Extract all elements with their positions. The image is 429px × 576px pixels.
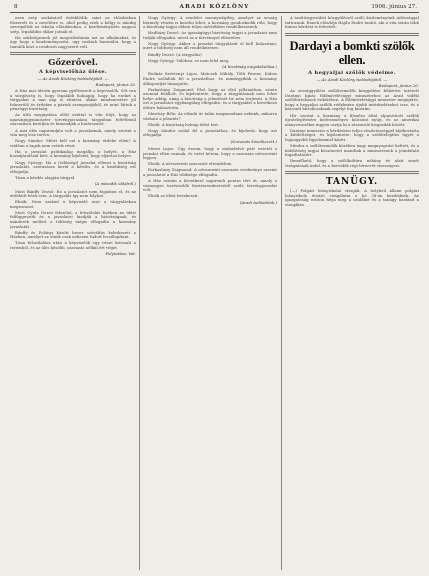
column-left: [10, 16, 136, 570]
paragraph: ezen szép szokásáról érdeklődik, mint az előadásban főszerelt és a nevelésre is, ahol pedig ezek a hölgy is mindig szerepeltek az iskolai előadásokon, a kezdeményezés nagyon szép, legalábbis ekkor jutnak el.: [10, 16, 136, 34]
paragraph: (—) Polgári leányiskolai vizsgák. A helybeli állami polgári leányiskola évzáró vizsgálatai e hó 28-án kezdődnek. Az igazgatóság ezúton hívja meg a szülőket és a tanügy barátait a vizsgákra.: [285, 188, 419, 207]
paragraph: Most Gyula Dezső felszólal, a felszólalás fejében az ülést felfüggesztik és a javaslatot kiadják a bizottságnak, és mindezek mellett a többség mégis elfogadta a kormány javaslatát.: [10, 209, 136, 229]
paragraph: Elnök: A bizottság holnap ülést tart.: [148, 121, 220, 127]
paragraph: Mezőssy Béla: Az előadó úr talán megmondaná nekünk, mikorra várható a jelentés?: [143, 111, 277, 121]
paragraph: Nagy György: Ha a (többségi) javaslat ellenzi a bizottság javaslatát, szavazásra kerül a kérdés, és a kisebbség ezt elfogadja.: [10, 159, 136, 174]
dateline: Budapest, június 26.: [378, 82, 419, 88]
column-right: [285, 16, 419, 570]
dateline: Budapest, június 26.: [95, 82, 136, 88]
page-header: [10, 3, 419, 13]
paragraph: Farkasházy Zsigmond: A névszerinti szavazás eredménye szerint a javaslatot a Ház többsége elfogadta.: [143, 167, 277, 177]
paragraph: Hír szerint a kormány a filoxéra által elpusztított szőlők újratelepítésére kedvezményes kölcsönt nyújt, és az amerikai alanyvesszőket ingyen osztja ki a rászoruló kisgazdák között.: [285, 112, 419, 127]
paragraph: Az ülés megnyitása előtt ezúttal is vita folyt, hogy az igazságügyminiszter törvényjavaslata tárgyában feltétlenül szavazásra kerüljön és kimondják a határozatot.: [10, 112, 136, 127]
paragraph: Bodnár Szévtenyi Lajos, Matcsek Mihály, Tóth Ferenc, Kabos Endre szólaltak fel a javaslathoz, és mindegyikük a kormány álláspontját támogatta.: [143, 71, 277, 86]
paragraph: A mai ülés napirendjén volt a javaslatnak, amely szerint a vita meg lesz tartva.: [10, 127, 136, 138]
paragraph: Tisza a kérdés alapján tárgyal.: [15, 174, 76, 180]
paragraph: Elnök: A névszerinti szavazást elrendelem.: [148, 161, 233, 167]
column-divider: [281, 16, 282, 570]
paragraph: Hadházy Dezső: Az igazságügyi bizottság tagjai a javaslatot nem tudják elfogadni, mivel az a törvénnyel ellentétes.: [143, 30, 277, 40]
section-subtitle: A képviselőház ülése.: [38, 69, 108, 76]
paragraph: Nagy György: A rendelet mennyiségileg, amelyet az ország bármely részén is kezelni lehet, a kormány gondoskodik róla, hogy a bizottság tagjai ebben teljes mértékben rendelkezzenek.: [143, 16, 277, 30]
paragraph: Elnök: Nem szabad a képviselő urat a tárgyalásban megzavarni.: [10, 199, 136, 209]
paragraph: Farkasházy Zsigmond: Első hogy az első pillanatban, szinte azonnal felállott, és kijelentette, hogy a tárgyalásnak nem lehet helye addig, amíg a bizottság a jelentését be nem terjeszti. A Ház ezt a javaslatot egyhangúlag elfogadta, és a tárgyalást a következő ülésre halasztotta.: [143, 86, 277, 110]
paragraph: Elnök az ülést berekeszti.: [148, 193, 199, 199]
column-middle: [143, 16, 277, 570]
paper-title: ARADI KÖZLÖNY: [179, 4, 250, 10]
paragraph: Nagy György: Akkor a javaslat tárgyalását el kell halasztani, mert a többség nem áll rendelkezésre.: [143, 40, 277, 51]
paragraph: Nagy Sándor: Miért kell ezt a kormány érdeke ellen? A vitában a tagok nem vettek részt.: [10, 138, 136, 148]
section-divider: [285, 33, 419, 36]
section-note: (Szavazás következett.): [230, 138, 277, 144]
paragraph: Nagy Sándor szólal fel a javaslathoz, és kijelenti, hogy azt elfogadja.: [143, 127, 277, 138]
paragraph: Bánffy és Polónyi között heves szóváltás keletkezett a Házban, amelyet az elnök csak nehezen tudott lecsillapítani.: [10, 229, 136, 240]
paragraph: Bánffy Dezső: (A tárgyalás): [148, 51, 202, 57]
article-subtitle: A hegyaljai szőlők védelme.: [308, 69, 396, 76]
byline: — Az Aradi Közlöny tudósítójától. —: [316, 76, 388, 82]
section-title: Gőzerővel.: [48, 58, 98, 69]
section-note: (A bizottság megalakulása.): [222, 63, 277, 69]
paragraph: A tanítóegyesületi közgyűlésről szóló közleményünk Adóssággal tartozunk. Ennek előadója Hajdu Endre tanító, aki a vita során több fontos kérdést is felvetett.: [285, 16, 419, 30]
article-headline: Dardayi a bomkti szölők ellen.: [289, 38, 415, 67]
paragraph: Remélhető, hogy a szőlőkultúra néhány év alatt ismét virágzásnak indul, és a borvidék régi hírnevét visszanyeri.: [285, 158, 419, 168]
page-number: 8: [14, 4, 18, 10]
section-note: (Aradi tudósítónk.): [239, 199, 277, 205]
paragraph: Most Bánffy Dezső: Én a javaslatot nem fogadom el, és az érdekelt felek sem. A tárgyalás így nem folyhat.: [10, 188, 136, 199]
issue-date: 1906. június 27.: [371, 4, 417, 10]
paragraph: Nagy György: Valóban, ez nem felel meg.: [148, 57, 230, 63]
paragraph: A Ház mai ülésén gyorsan gyűlésezett a képviselők. Sőt van a sürgősség is, hogy legalább holnapig, hogy ha ezeket a tárgyakat a mai nap is elintézi, akkor mindenesetre jól felmerülő és érdekes a pártok szempontjából, és mint láttuk a pénzügyi bizottság.: [10, 87, 136, 112]
paragraph: Az országgyűlési szőlőtermelők közgyűlése felkérést intézett Darányi Ignác földmívelésügyi miniszterhez az Arad vidéki szőlőbirtokosok érdekében. A földmívelésügyi miniszter megígérte, hogy a hegyaljai szőlők védelmére újabb intézkedéseket tesz, és a károsult birtokosoknak segélyt fog kiutalni.: [285, 88, 419, 112]
section-note: (A második oldalról.): [94, 180, 136, 186]
paragraph: Mezei Lajos: Úgy érzem, hogy a szabadelvű párt vezetői a javaslat ellen vannak, és ezért kérem, hogy a szavazás névszerinti legyen.: [143, 146, 277, 161]
paragraph: Tisza felszólalása után a képviselők egy része kivonult a teremből, és az ülés később, szavazás nélkül ért véget.: [10, 240, 136, 250]
paragraph: Darányi miniszter a kérdésben teljes részletességgel tájékoztatta a küldöttséget, és kijelentette, hogy a szőlőtelepítés ügyét a legnagyobb figyelemmel kíséri.: [285, 127, 419, 142]
byline: — Az Aradi Közlöny tudósítójától. —: [37, 76, 109, 82]
column-divider: [139, 16, 140, 570]
paragraph: Ha a javaslat politikailag megállja a helyét, a Ház hozzájárulását kéri, a kormány kijelenti, hogy eljárása helyes.: [10, 148, 136, 159]
section-title: TANÜGY.: [325, 177, 379, 188]
paragraph: A Ház ezután a következő napirendi pontra tért át, amely a vármegyei tisztviselők fizetésrendezéséről szóló törvényjavaslat volt.: [143, 178, 277, 193]
section-divider: [285, 171, 419, 174]
paragraph: Ha szükségesnek jól megvalósítania azt az alkalmakat, és úgy hogy a kezdeményezést, ugy szoktak használni, hogy a tanulók közt a rendezés nagyszerű volt.: [10, 34, 136, 49]
paragraph: Mindez a szőlőtermelők körében nagy megnyugvást keltett, és a küldöttség tagjai köszönetet mondtak a miniszternek a jóindulatú fogadtatásért.: [285, 142, 419, 158]
continuation-note: Folytatása: Vat.: [105, 251, 136, 257]
section-divider: [10, 52, 136, 55]
